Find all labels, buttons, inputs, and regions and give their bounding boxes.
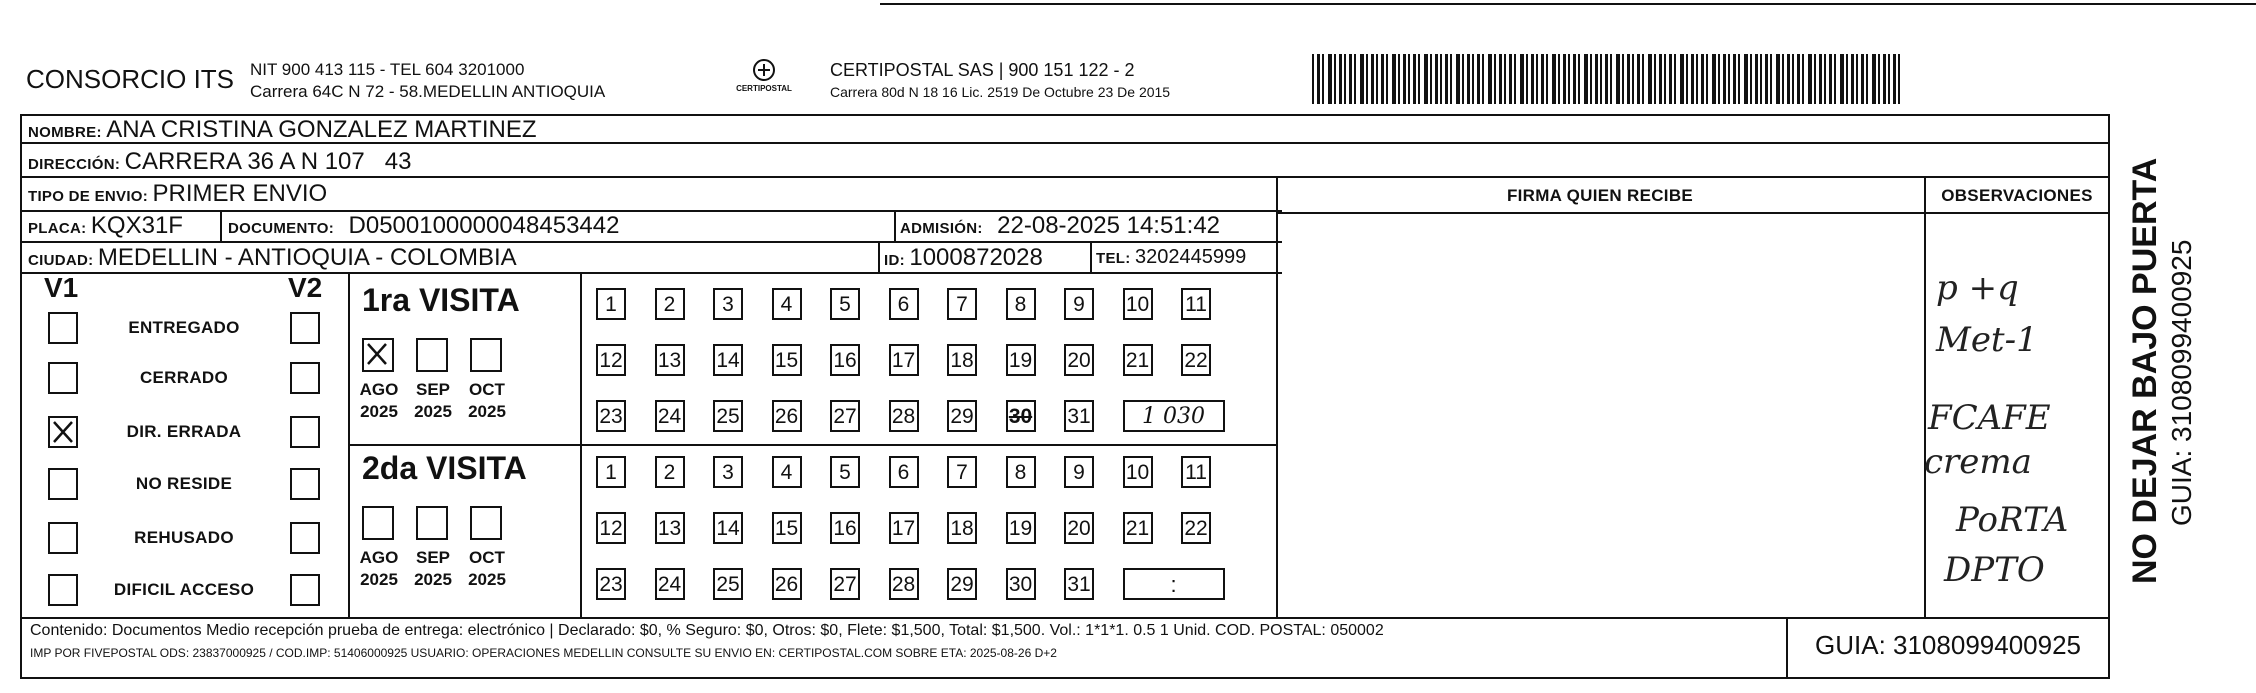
- first-visit-day-7[interactable]: 7: [947, 288, 977, 320]
- second-visit-month-checkbox[interactable]: [470, 506, 502, 540]
- first-visit-day-13[interactable]: 13: [655, 344, 685, 376]
- second-visit-day-16[interactable]: 16: [830, 512, 860, 544]
- footer-content-line: Contenido: Documentos Medio recepción prueba de entrega: electrónico | Declarado: $0, % Seguro: $0, Otros: $0, Flete: $1,500, Total: $1,500. Vol.: 1*1*1. 0.5 1 Unid. COD. POSTAL: 050002: [30, 622, 1384, 639]
- status-v1-checkbox[interactable]: [48, 362, 78, 394]
- second-visit-day-23[interactable]: 23: [596, 568, 626, 600]
- second-visit-day-5[interactable]: 5: [830, 456, 860, 488]
- first-visit-day-31[interactable]: 31: [1064, 400, 1094, 432]
- month-label: OCT: [469, 380, 505, 399]
- first-visit-day-24[interactable]: 24: [655, 400, 685, 432]
- first-visit-day-5[interactable]: 5: [830, 288, 860, 320]
- rule: [878, 241, 880, 272]
- admision-value: 22-08-2025 14:51:42: [997, 212, 1221, 239]
- year-label: 2025: [360, 402, 398, 421]
- observacion-line-3: FCAFE: [1928, 398, 2051, 438]
- second-visit-day-24[interactable]: 24: [655, 568, 685, 600]
- second-visit-day-9[interactable]: 9: [1064, 456, 1094, 488]
- second-visit-day-2[interactable]: 2: [655, 456, 685, 488]
- year-label: 2025: [468, 402, 506, 421]
- first-visit-day-22[interactable]: 22: [1181, 344, 1211, 376]
- first-visit-day-29[interactable]: 29: [947, 400, 977, 432]
- admision-label: ADMISIÓN:: [900, 220, 983, 237]
- direccion-value: CARRERA 36 A N 107 43: [124, 148, 412, 175]
- first-visit-day-25[interactable]: 25: [713, 400, 743, 432]
- second-visit-day-17[interactable]: 17: [889, 512, 919, 544]
- documento-value: D0500100000048453442: [348, 212, 620, 239]
- company-address: Carrera 64C N 72 - 58.MEDELLIN ANTIOQUIA: [250, 82, 606, 101]
- second-visit-day-1[interactable]: 1: [596, 456, 626, 488]
- first-visit-day-8[interactable]: 8: [1006, 288, 1036, 320]
- year-label: 2025: [414, 570, 452, 589]
- second-visit-day-4[interactable]: 4: [772, 456, 802, 488]
- rule: [894, 210, 896, 241]
- status-v2-checkbox[interactable]: [290, 362, 320, 394]
- first-visit-day-18[interactable]: 18: [947, 344, 977, 376]
- tipo-envio-value: PRIMER ENVIO: [152, 180, 328, 207]
- status-v2-checkbox[interactable]: [290, 312, 320, 344]
- certipostal-logo: [736, 56, 792, 100]
- second-visit-day-25[interactable]: 25: [713, 568, 743, 600]
- second-visit-day-18[interactable]: 18: [947, 512, 977, 544]
- observacion-line-6: DPTO: [1944, 550, 2045, 590]
- second-visit-day-19[interactable]: 19: [1006, 512, 1036, 544]
- first-visit-day-26[interactable]: 26: [772, 400, 802, 432]
- first-visit-month-checkbox[interactable]: [416, 338, 448, 372]
- first-visit-day-10[interactable]: 10: [1123, 288, 1153, 320]
- status-v1-checkbox[interactable]: [48, 312, 78, 344]
- second-visit-month-checkbox[interactable]: [362, 506, 394, 540]
- second-visit-day-21[interactable]: 21: [1123, 512, 1153, 544]
- status-label: DIFICIL ACCESO: [113, 580, 255, 599]
- second-visit-day-26[interactable]: 26: [772, 568, 802, 600]
- certipostal-line2: Carrera 80d N 18 16 Lic. 2519 De Octubre 23 De 2015: [830, 84, 1171, 100]
- placa-cell: [28, 212, 183, 240]
- certipostal-line1: CERTIPOSTAL SAS | 900 151 122 - 2: [830, 60, 1135, 80]
- second-visit-day-30[interactable]: 30: [1006, 568, 1036, 600]
- rule: [20, 272, 1282, 274]
- placa-label: PLACA:: [28, 220, 87, 237]
- status-v1-checkbox[interactable]: [48, 522, 78, 554]
- second-visit-day-8[interactable]: 8: [1006, 456, 1036, 488]
- first-visit-day-21[interactable]: 21: [1123, 344, 1153, 376]
- admision-cell: [900, 212, 1220, 240]
- logo-text: CERTIPOSTAL: [736, 84, 792, 93]
- rule: [1276, 212, 2110, 214]
- id-value: 1000872028: [909, 244, 1043, 271]
- first-visit-month-checkbox[interactable]: [470, 338, 502, 372]
- second-visit-time-field[interactable]: :: [1123, 568, 1225, 600]
- first-visit-day-14[interactable]: 14: [713, 344, 743, 376]
- v2-label: V2: [288, 272, 323, 303]
- second-visit-title: 2da VISITA: [362, 450, 527, 486]
- year-label: 2025: [414, 402, 452, 421]
- month-label: SEP: [415, 548, 451, 567]
- footer-guia: GUIA: 3108099400925: [1815, 630, 2081, 660]
- top-rule: [880, 3, 2256, 5]
- first-visit-month-checkbox[interactable]: [362, 338, 394, 372]
- first-visit-day-19[interactable]: 19: [1006, 344, 1036, 376]
- logo-icon: [736, 56, 792, 100]
- status-v1-checkbox[interactable]: [48, 416, 78, 448]
- status-v2-checkbox[interactable]: [290, 574, 320, 606]
- status-v1-checkbox[interactable]: [48, 574, 78, 606]
- id-cell: [884, 244, 1043, 272]
- tel-value: 3202445999: [1134, 246, 1247, 268]
- v1-label: V1: [44, 272, 79, 303]
- footer-print-line: IMP POR FIVEPOSTAL ODS: 23837000925 / COD.IMP: 51406000925 USUARIO: OPERACIONES MEDELLIN CONSULTE SU ENVIO EN: CERTIPOSTAL.COM SOBRE ETA: 2025-08-26 D+2: [30, 646, 1057, 660]
- ciudad-label: CIUDAD:: [28, 252, 94, 269]
- ciudad-cell: [28, 244, 517, 272]
- first-visit-day-23[interactable]: 23: [596, 400, 626, 432]
- tel-cell: [1096, 246, 1246, 269]
- month-label: OCT: [469, 548, 505, 567]
- status-label: DIR. ERRADA: [126, 422, 242, 441]
- first-visit-day-16[interactable]: 16: [830, 344, 860, 376]
- first-visit-day-2[interactable]: 2: [655, 288, 685, 320]
- month-label: AGO: [359, 548, 399, 567]
- nombre-value: ANA CRISTINA GONZALEZ MARTINEZ: [106, 116, 537, 143]
- year-label: 2025: [468, 570, 506, 589]
- second-visit-day-31[interactable]: 31: [1064, 568, 1094, 600]
- tel-label: TEL:: [1096, 250, 1131, 267]
- first-visit-time-field[interactable]: 1 030: [1123, 400, 1225, 432]
- tipo-envio-label: TIPO DE ENVIO:: [28, 188, 149, 205]
- rule: [20, 241, 1282, 243]
- status-label: REHUSADO: [134, 528, 234, 547]
- second-visit-day-13[interactable]: 13: [655, 512, 685, 544]
- status-label: ENTREGADO: [128, 318, 240, 337]
- second-visit-day-3[interactable]: 3: [713, 456, 743, 488]
- second-visit-day-11[interactable]: 11: [1181, 456, 1211, 488]
- second-visit-day-12[interactable]: 12: [596, 512, 626, 544]
- documento-label: DOCUMENTO:: [228, 220, 335, 237]
- second-visit-day-27[interactable]: 27: [830, 568, 860, 600]
- second-visit-day-10[interactable]: 10: [1123, 456, 1153, 488]
- firma-label: FIRMA QUIEN RECIBE: [1506, 186, 1694, 205]
- first-visit-day-6[interactable]: 6: [889, 288, 919, 320]
- second-visit-day-6[interactable]: 6: [889, 456, 919, 488]
- direccion-label: DIRECCIÓN:: [28, 156, 121, 173]
- year-label: 2025: [360, 570, 398, 589]
- nombre-label: NOMBRE:: [28, 124, 102, 141]
- nombre-row: [28, 116, 537, 144]
- ciudad-value: MEDELLIN - ANTIOQUIA - COLOMBIA: [97, 244, 517, 271]
- status-label: NO RESIDE: [135, 474, 233, 493]
- observacion-line-2: Met-1: [1936, 320, 2038, 360]
- rule: [1924, 176, 1926, 619]
- barcode-icon: [1312, 54, 1908, 104]
- id-label: ID:: [884, 252, 905, 269]
- second-visit-day-28[interactable]: 28: [889, 568, 919, 600]
- rule: [1090, 241, 1092, 272]
- observacion-line-1: p +q: [1936, 268, 2019, 308]
- x-mark-icon: [50, 418, 76, 446]
- x-mark-icon: [364, 340, 390, 368]
- second-visit-day-15[interactable]: 15: [772, 512, 802, 544]
- rule: [1276, 176, 1278, 619]
- status-label: CERRADO: [139, 368, 229, 387]
- status-v2-checkbox[interactable]: [290, 416, 320, 448]
- first-visit-day-9[interactable]: 9: [1064, 288, 1094, 320]
- status-v1-checkbox[interactable]: [48, 468, 78, 500]
- second-visit-day-7[interactable]: 7: [947, 456, 977, 488]
- first-visit-day-11[interactable]: 11: [1181, 288, 1211, 320]
- observacion-line-4: crema: [1924, 442, 2032, 482]
- barcode: [1312, 54, 1908, 104]
- second-visit-day-29[interactable]: 29: [947, 568, 977, 600]
- first-visit-day-20[interactable]: 20: [1064, 344, 1094, 376]
- month-label: AGO: [359, 380, 399, 399]
- month-label: SEP: [415, 380, 451, 399]
- rule: [20, 617, 2110, 619]
- first-visit-day-4[interactable]: 4: [772, 288, 802, 320]
- documento-cell: [228, 212, 619, 240]
- first-visit-title: 1ra VISITA: [362, 282, 520, 318]
- no-dejar-bajo-puerta: NO DEJAR BAJO PUERTA: [2126, 157, 2164, 584]
- second-visit-day-14[interactable]: 14: [713, 512, 743, 544]
- first-visit-day-1[interactable]: 1: [596, 288, 626, 320]
- status-v2-checkbox[interactable]: [290, 522, 320, 554]
- second-visit-day-20[interactable]: 20: [1064, 512, 1094, 544]
- side-guia: GUIA: 3108099400925: [2166, 239, 2197, 526]
- rule: [348, 444, 1276, 446]
- status-v2-checkbox[interactable]: [290, 468, 320, 500]
- rule: [220, 210, 222, 241]
- first-visit-day-27[interactable]: 27: [830, 400, 860, 432]
- company-nit: NIT 900 413 115 - TEL 604 3201000: [250, 60, 525, 79]
- second-visit-month-checkbox[interactable]: [416, 506, 448, 540]
- tipo-envio-row: [28, 180, 327, 208]
- observaciones-label: OBSERVACIONES: [1941, 186, 2093, 205]
- first-visit-day-28[interactable]: 28: [889, 400, 919, 432]
- second-visit-day-22[interactable]: 22: [1181, 512, 1211, 544]
- first-visit-day-3[interactable]: 3: [713, 288, 743, 320]
- direccion-row: [28, 148, 411, 176]
- placa-value: KQX31F: [90, 212, 183, 239]
- rule: [20, 176, 2110, 178]
- first-visit-day-12[interactable]: 12: [596, 344, 626, 376]
- company-name: CONSORCIO ITS: [26, 64, 235, 94]
- first-visit-day-17[interactable]: 17: [889, 344, 919, 376]
- first-visit-day-30[interactable]: 30: [1006, 400, 1036, 432]
- observacion-line-5: PoRTA: [1956, 500, 2069, 540]
- first-visit-day-15[interactable]: 15: [772, 344, 802, 376]
